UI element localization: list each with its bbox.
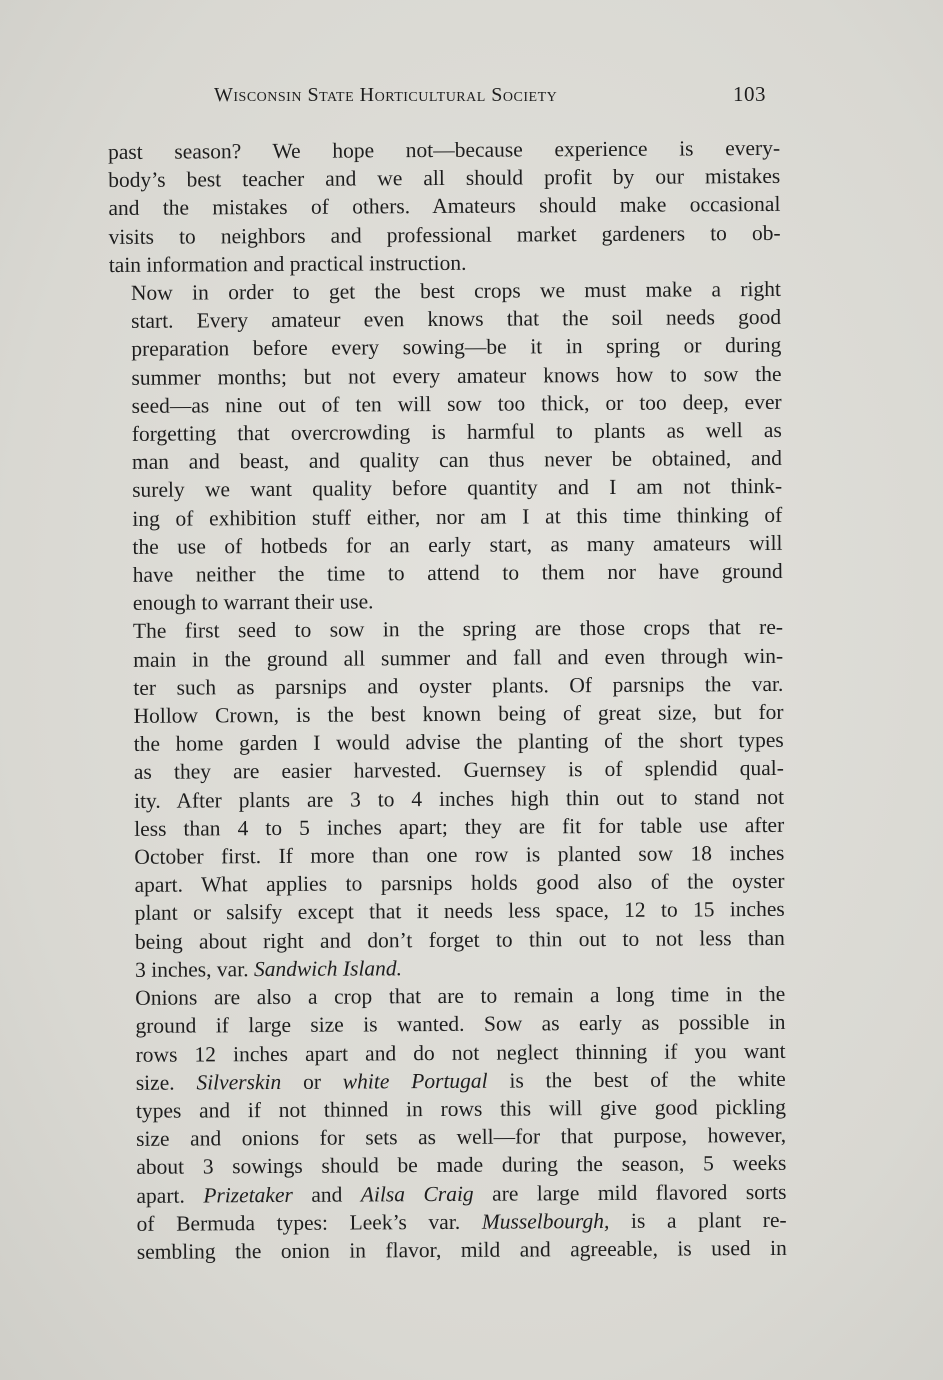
text-line: body’s best teacher and we all should profit by our mistakes — [108, 164, 781, 193]
line-text: is a plant re- — [609, 1207, 787, 1233]
text-line: Onions are also a crop that are to remain a long time in the — [135, 981, 786, 1010]
text-line: visits to neighbors and professional market gardeners to ob- — [108, 220, 781, 249]
text-line: and the mistakes of others. Amateurs should make occasional — [108, 192, 781, 221]
text-line: ground if large size is wanted. Sow as early as possible in — [135, 1010, 786, 1039]
line-text: is the best of the white — [487, 1066, 786, 1093]
text-line: about 3 sowings should be made during the season, 5 weeks — [136, 1151, 787, 1180]
text-line: the use of hotbeds for an early start, as many amateurs will — [132, 530, 783, 559]
text-line: The first seed to sow in the spring are those crops that re- — [132, 615, 784, 644]
variety-name: Ailsa Craig — [360, 1181, 474, 1206]
text-line: being about right and don’t forget to thin out to not less than — [134, 925, 785, 954]
body-text — [108, 134, 787, 1266]
text-line: sembling the onion in flavor, mild and agreeable, is used in — [136, 1235, 787, 1264]
variety-name: Musselbourgh, — [481, 1208, 610, 1234]
paragraph-4 — [113, 980, 787, 1266]
text-line: man and beast, and quality can thus never be obtained, and — [131, 446, 783, 475]
paragraph-3 — [111, 613, 785, 984]
text-line: size and onions for sets as well—for that purpose, however, — [136, 1122, 787, 1151]
text-line: past season? We hope not—because experience is every- — [108, 135, 781, 164]
text-line: preparation before every sowing—be it in spring or during — [131, 333, 782, 362]
text-line: enough to warrant their use. — [132, 589, 374, 616]
text-line: have neither the time to attend to them nor have ground — [132, 558, 783, 587]
text-line: October first. If more than one row is planted sow 18 inches — [134, 840, 785, 869]
text-line: seed—as nine out of ten will sow too thick, or too deep, ever — [131, 389, 782, 418]
text-line — [115, 1206, 787, 1238]
text-line: types and if not thinned in rows this will give good pickling — [135, 1094, 787, 1123]
text-line: main in the ground all summer and fall and even through win- — [133, 643, 784, 672]
line-text: are large mild flavored sorts — [473, 1179, 787, 1206]
variety-name: white Portugal — [342, 1068, 488, 1094]
text-line: apart. What applies to parsnips holds good also of the oyster — [134, 869, 785, 898]
line-text: or — [281, 1069, 343, 1094]
variety-name: Silverskin — [196, 1069, 282, 1095]
text-line: as they are easier harvested. Guernsey is of splendid qual- — [133, 756, 784, 785]
line-text: 3 inches, var. — [135, 957, 254, 982]
line-text: apart. — [136, 1182, 204, 1208]
line-text: size. — [135, 1070, 197, 1095]
paragraph-2 — [109, 275, 783, 618]
text-line — [113, 952, 785, 984]
text-line: the home garden I would advise the planting of the short types — [133, 728, 784, 757]
text-line: plant or salsify except that it needs less space, 12 to 15 inches — [134, 897, 785, 926]
text-line: rows 12 inches apart and do not neglect thinning if you want — [135, 1038, 786, 1067]
text-line: ing of exhibition stuff either, nor am I at this time thinking of — [132, 502, 783, 531]
text-line: ity. After plants are 3 to 4 inches high thin out to stand not — [133, 784, 785, 813]
text-line — [114, 1065, 786, 1097]
text-line: forgetting that overcrowding is harmful to plants as well as — [131, 417, 782, 446]
text-line: ter such as parsnips and oyster plants. Of parsnips the var. — [133, 671, 784, 700]
paragraph-1 — [108, 134, 781, 279]
line-text: and — [292, 1181, 361, 1207]
text-line: Hollow Crown, is the best known being of great size, but for — [133, 699, 784, 728]
variety-name: Sandwich Island. — [253, 956, 403, 982]
text-line: summer months; but not every amateur knows how to sow the — [131, 361, 782, 390]
text-line: tain information and practical instruction. — [108, 250, 467, 277]
text-line: start. Every amateur even knows that the soil needs good — [131, 305, 782, 334]
page-number: 103 — [733, 82, 766, 106]
text-line: Now in order to get the best crops we must make a right — [130, 276, 782, 305]
text-line — [114, 1177, 786, 1209]
line-text: of Bermuda types: Leek’s var. — [136, 1209, 482, 1236]
running-head: Wisconsin State Horticultural Society — [214, 84, 558, 106]
text-line: surely we want quality before quantity and I am not think- — [132, 474, 783, 503]
text-line: less than 4 to 5 inches apart; they are fit for table use after — [134, 812, 785, 841]
variety-name: Prizetaker — [203, 1182, 293, 1207]
page-header — [214, 80, 766, 112]
